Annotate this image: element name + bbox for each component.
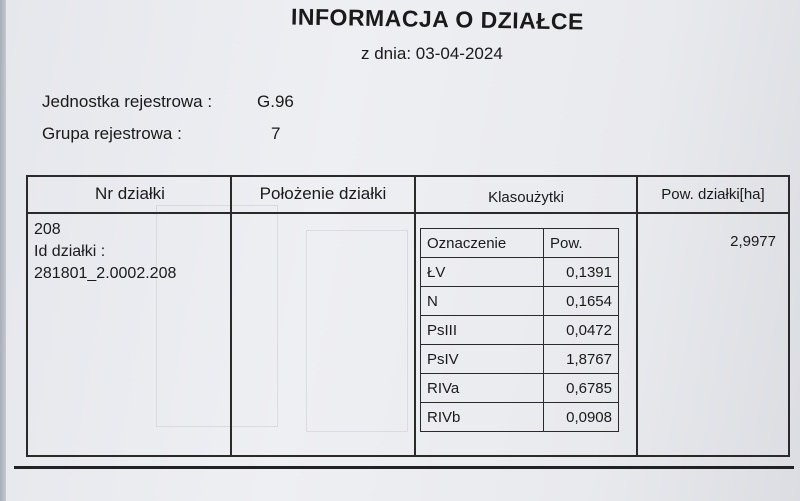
registration-unit-label: Jednostka rejestrowa :: [42, 92, 213, 111]
parcel-id-label: Id działki :: [34, 243, 106, 260]
registration-unit: [42, 92, 294, 112]
registration-group-value: 7: [271, 124, 281, 143]
land-class-code: ŁV: [421, 258, 544, 287]
page-title: INFORMACJA O DZIAŁCE: [290, 3, 585, 35]
column-divider: [230, 177, 232, 455]
table-row: [421, 403, 619, 432]
table-row: [421, 345, 619, 374]
land-class-col-code: Oznaczenie: [421, 229, 544, 258]
land-class-code: RIVa: [421, 374, 544, 403]
table-row: [421, 287, 619, 316]
parcel-number-cell: [34, 219, 176, 285]
land-class-area: 0,0472: [544, 316, 619, 345]
column-divider: [414, 177, 416, 455]
land-class-area: 0,6785: [544, 374, 619, 403]
header-polozenie: Położenie działki: [259, 184, 387, 203]
header-klasouzytki: Klasoużytki: [488, 189, 564, 206]
column-divider: [636, 177, 638, 455]
table-row: [421, 374, 619, 403]
land-class-area: 0,1391: [544, 258, 619, 287]
header-nr-dzialki: Nr działki: [95, 184, 165, 203]
header-divider: [28, 212, 788, 214]
land-class-code: RIVb: [421, 403, 544, 432]
parcel-number: 208: [34, 221, 61, 238]
land-class-area: 1,8767: [544, 345, 619, 374]
registration-group: [42, 124, 280, 144]
parcel-table-frame: [26, 175, 790, 457]
land-class-col-area: Pow.: [544, 229, 619, 258]
land-class-code: PsIII: [421, 316, 544, 345]
parcel-area: 2,9977: [730, 233, 776, 250]
registration-unit-value: G.96: [257, 92, 294, 111]
document-date: z dnia: 03-04-2024: [361, 44, 503, 63]
land-class-header-row: [421, 229, 619, 258]
table-row: [421, 258, 619, 287]
parcel-id-value: 281801_2.0002.208: [34, 265, 177, 282]
bottom-rule: [14, 466, 794, 469]
land-class-area: 0,1654: [544, 287, 619, 316]
header-powierzchnia: Pow. działki[ha]: [661, 186, 765, 203]
land-class-table: [420, 228, 619, 432]
land-class-area: 0,0908: [544, 403, 619, 432]
land-class-code: N: [421, 287, 544, 316]
land-class-code: PsIV: [421, 345, 544, 374]
registration-group-label: Grupa rejestrowa :: [42, 124, 182, 143]
table-row: [421, 316, 619, 345]
